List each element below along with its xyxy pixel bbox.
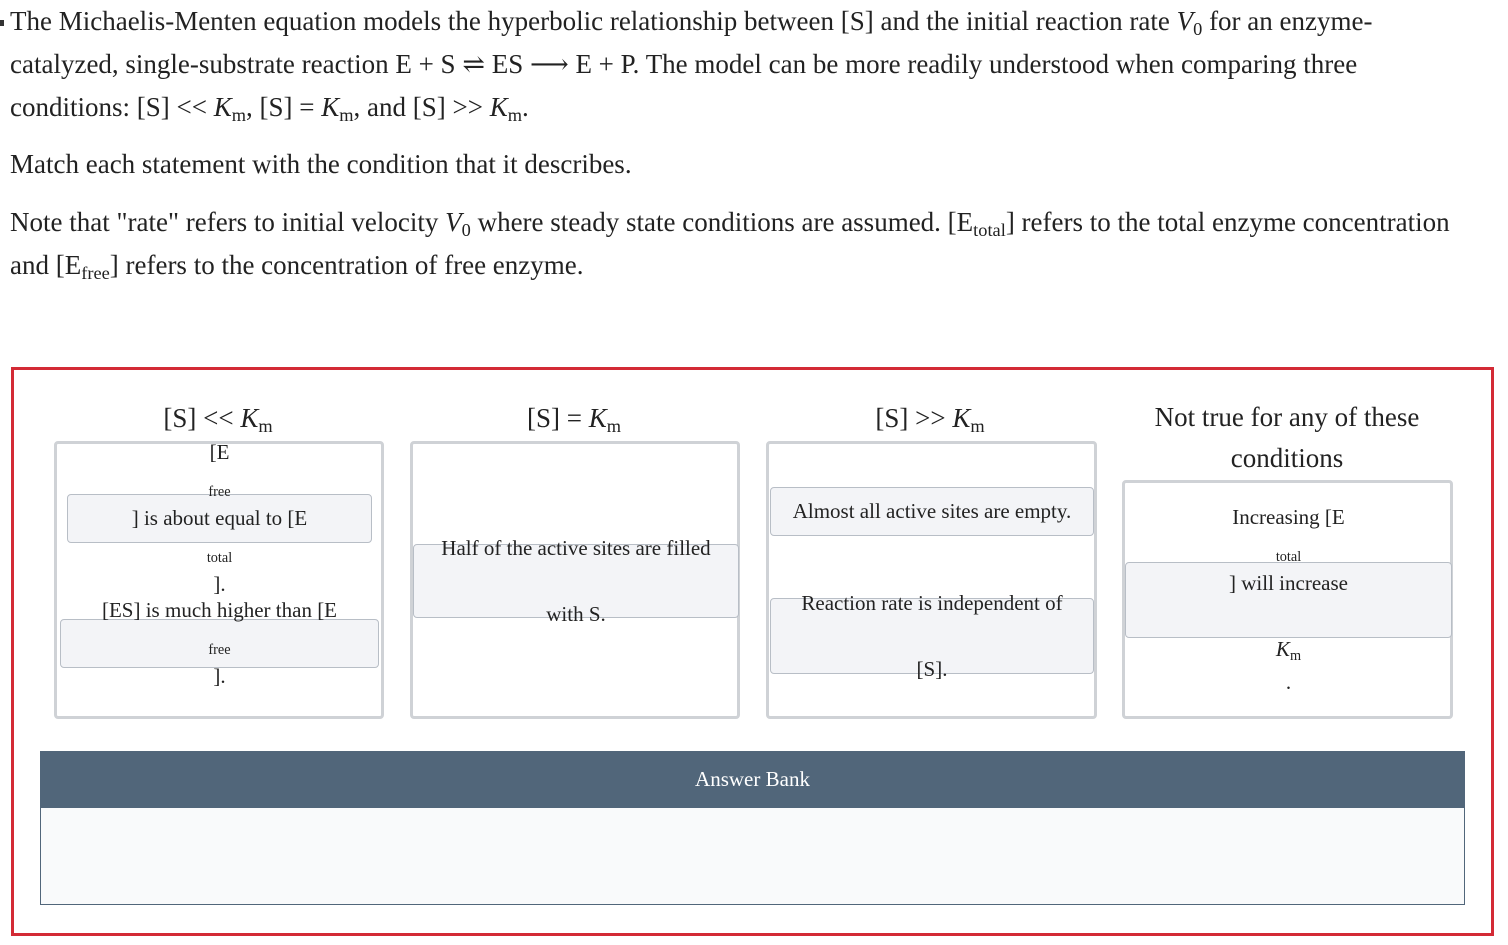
drop-zone-s-greater-km[interactable] <box>766 441 1097 719</box>
answer-bank-header: Answer Bank <box>40 751 1465 808</box>
drop-zone-not-true[interactable] <box>1122 480 1453 719</box>
instruction-paragraph: Match each statement with the condition that it describes. <box>10 149 632 179</box>
drop-zone-s-less-km[interactable] <box>54 441 384 719</box>
forward-arrow: ⟶ <box>529 49 569 79</box>
equilibrium-arrow: ⇌ <box>462 49 485 79</box>
answer-card-rate-independent[interactable]: Reaction rate is independent of [S]. <box>770 598 1094 674</box>
answer-card-half-sites-filled[interactable]: Half of the active sites are filled with S. <box>413 544 739 618</box>
intro-paragraph: The Michaelis-Menten equation models the hyperbolic relationship between [S] and the initial reaction rate $V_0$ for an enzyme-catalyzed, single-substrate reaction E + S ⇌ ES ⟶ E + P. The model can be more readily understood when comparing three conditions: $[S] << K_m$, $[S] = K_m$, and $[S] >> K_m$. <box>10 6 1373 125</box>
answer-card-efree-equal-etotal[interactable]: [E $_{free}$ ] is about equal to [E $_{total}$ ]. <box>67 494 372 543</box>
left-edge-mark <box>0 20 4 26</box>
column-title-s-less-km: $[S] << K_m$ <box>163 403 273 436</box>
drop-zone-s-equal-km[interactable] <box>410 441 740 719</box>
answer-card-sites-empty[interactable]: Almost all active sites are empty. <box>770 487 1094 536</box>
answer-card-increasing-etotal[interactable]: Increasing [E $_{total}$ ] will increase $K_m$ . <box>1125 562 1452 638</box>
answer-card-es-higher-efree[interactable]: [ES] is much higher than [E $_{free}$ ]. <box>60 619 379 668</box>
column-title-not-true: Not true for any of these conditions <box>1154 402 1420 473</box>
column-title-s-greater-km: $[S] >> K_m$ <box>875 403 985 436</box>
note-paragraph: Note that "rate" refers to initial velocity $V_0$ where steady state conditions are assumed. $[E_{total}]$ refers to the total enzyme concentration and $[E_{free}]$ refers to the concentration of free enzyme. <box>10 207 1450 283</box>
matching-area <box>11 367 1494 936</box>
answer-bank-drop-area[interactable] <box>40 808 1465 905</box>
column-title-s-equal-km: $[S] = K_m$ <box>526 403 622 436</box>
